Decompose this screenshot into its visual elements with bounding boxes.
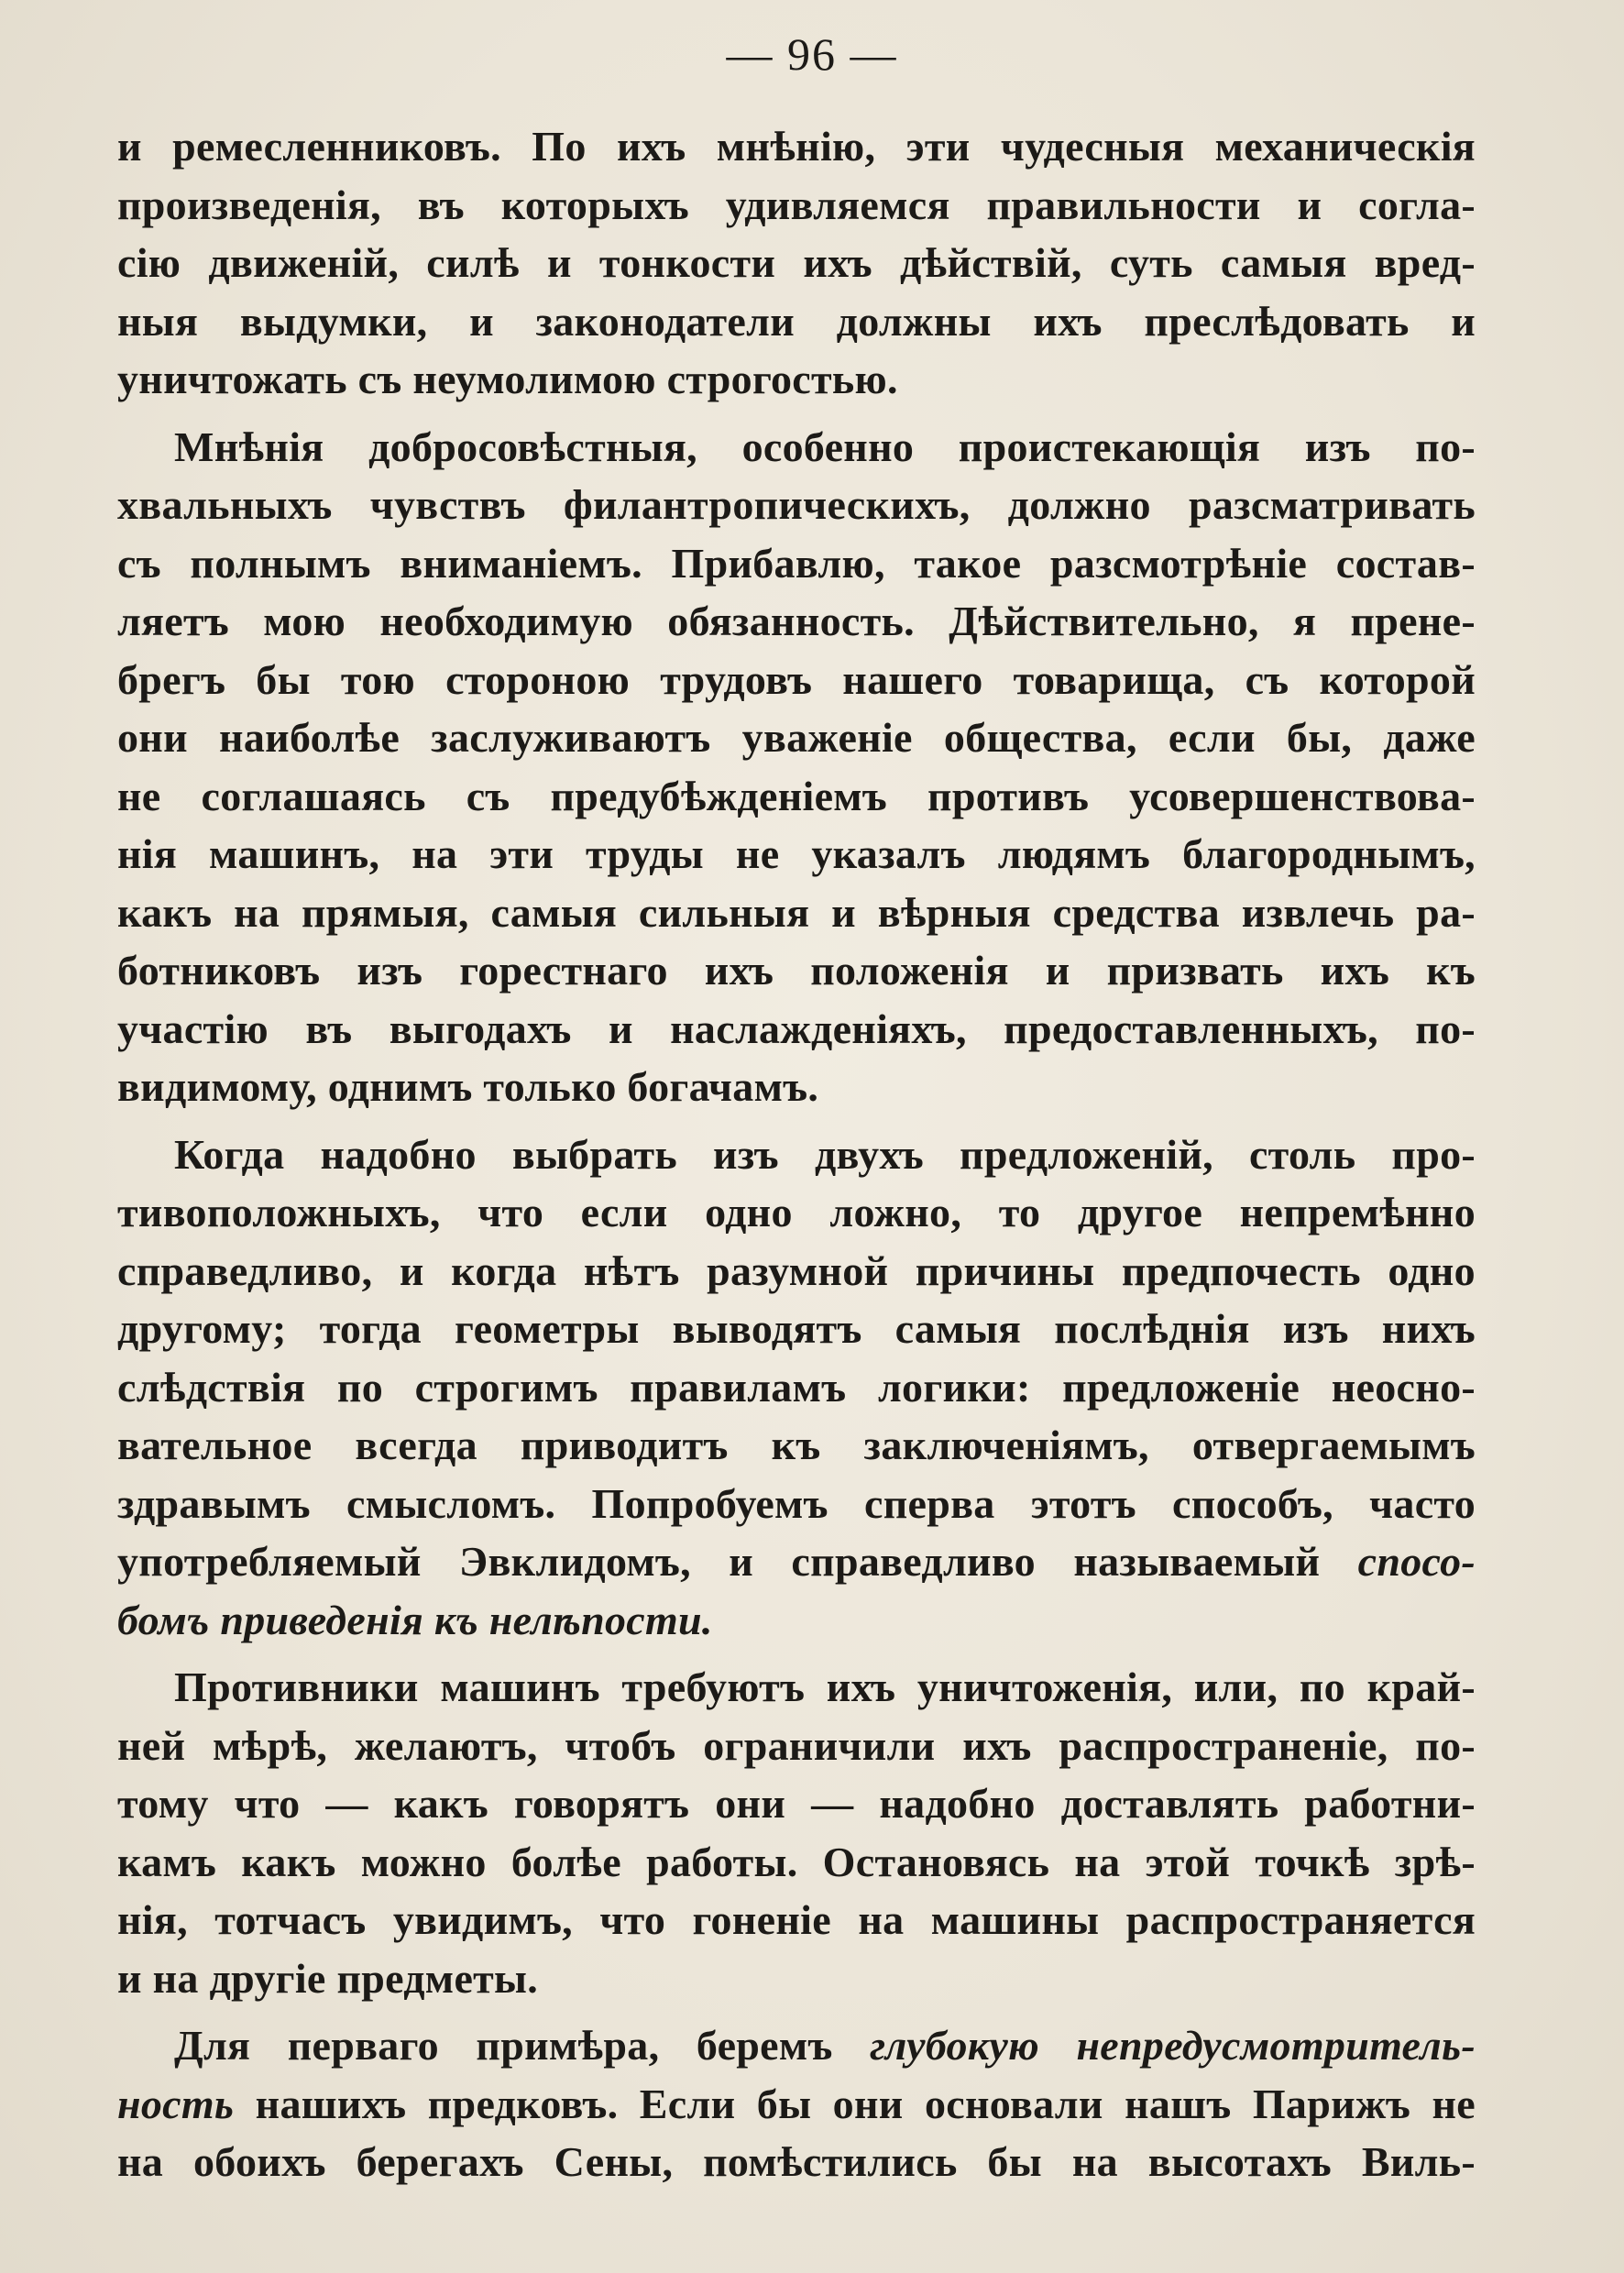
text-line: ляетъ мою необходимую обязанность. Дѣйствительно, я прене-	[117, 598, 1476, 644]
text-line: здравымъ смысломъ. Попробуемъ сперва этотъ способъ, часто	[117, 1479, 1476, 1527]
paragraph-1	[117, 117, 1476, 409]
text-line: ныя выдумки, и законодатели должны ихъ преслѣдовать и	[117, 297, 1476, 345]
text-line: хвальныхъ чувствъ филантропическихъ, должно разсматривать	[117, 481, 1476, 528]
text-line: и ремесленниковъ. По ихъ мнѣнію, эти чудесныя механическія	[117, 123, 1476, 170]
text-line: видимому, однимъ только богачамъ.	[117, 1063, 819, 1110]
text-line: камъ какъ можно болѣе работы. Остановясь на этой точкѣ зрѣ-	[117, 1838, 1476, 1885]
text-line-mixed	[117, 1532, 1476, 1591]
text-line: Когда надобно выбрать изъ двухъ предложеній, столь про-	[174, 1130, 1476, 1178]
text-line: на обоихъ берегахъ Сены, помѣстились бы на высотахъ Виль-	[117, 2138, 1476, 2185]
page-number: — 96 —	[726, 28, 898, 80]
text-line: не соглашаясь съ предубѣжденіемъ противъ усовершенствова-	[117, 772, 1476, 819]
text-line: ботниковъ изъ горестнаго ихъ положенія и призвать ихъ къ	[117, 947, 1476, 994]
text-line: и на другіе предметы.	[117, 1954, 539, 2002]
text-line: произведенія, въ которыхъ удивляемся правильности и согла-	[117, 181, 1476, 228]
paragraph-3	[117, 1126, 1476, 1650]
text-line: сію движеній, силѣ и тонкости ихъ дѣйствій, суть самыя вред-	[117, 239, 1476, 286]
paragraph-2	[117, 418, 1476, 1116]
text-line: они наиболѣе заслуживаютъ уваженіе общества, если бы, даже	[117, 714, 1476, 761]
text-line: Противники машинъ требуютъ ихъ уничтоженія, или, по край-	[174, 1664, 1476, 1710]
paragraph-4	[117, 1658, 1476, 2007]
text-line: слѣдствія по строгимъ правиламъ логики: предложеніе неосно-	[117, 1363, 1476, 1411]
text-run: Для перваго примѣра, беремъ	[174, 2022, 833, 2069]
text-line: другому; тогда геометры выводятъ самыя послѣднія изъ нихъ	[117, 1305, 1476, 1352]
text-line: тивоположныхъ, что если одно ложно, то другое непремѣнно	[117, 1189, 1476, 1235]
italic-run: глубокую непредусмотритель-	[870, 2022, 1476, 2069]
text-line: тому что — какъ говорятъ они — надобно доставлять работни-	[117, 1780, 1476, 1827]
italic-run: ность	[117, 2080, 235, 2127]
paragraph-5	[117, 2016, 1476, 2191]
text-line: уничтожать съ неумолимою строгостью.	[117, 356, 898, 402]
text-line: участію въ выгодахъ и наслажденіяхъ, предоставленныхъ, по-	[117, 1005, 1476, 1052]
text-run: употребляемый Эвклидомъ, и справедливо называемый	[117, 1538, 1321, 1585]
italic-run: спосо-	[1357, 1538, 1476, 1585]
text-line: справедливо, и когда нѣтъ разумной причины предпочесть одно	[117, 1246, 1476, 1294]
body-text	[117, 117, 1476, 2191]
text-line: ней мѣрѣ, желаютъ, чтобъ ограничили ихъ распространеніе, по-	[117, 1721, 1476, 1769]
text-line: съ полнымъ вниманіемъ. Прибавлю, такое разсмотрѣніе состав-	[117, 539, 1476, 587]
text-run: нашихъ предковъ. Если бы они основали нашъ Парижъ не	[255, 2080, 1476, 2127]
text-line-mixed	[117, 2016, 1476, 2075]
text-line: брегъ бы тою стороною трудовъ нашего товарища, съ которой	[117, 655, 1476, 703]
text-line: бомъ приведенія къ нелѣпости.	[117, 1596, 713, 1643]
text-line-mixed	[117, 2075, 1476, 2134]
text-line: какъ на прямыя, самыя сильныя и вѣрныя средства извлечь ра-	[117, 888, 1476, 936]
text-line: Мнѣнія добросовѣстныя, особенно проистекающія изъ по-	[174, 423, 1476, 470]
text-line: нія машинъ, на эти труды не указалъ людямъ благороднымъ,	[117, 830, 1476, 877]
text-line: вательное всегда приводитъ къ заключеніямъ, отвергаемымъ	[117, 1422, 1476, 1468]
text-line: нія, тотчасъ увидимъ, что гоненіе на машины распространяется	[117, 1896, 1476, 1943]
